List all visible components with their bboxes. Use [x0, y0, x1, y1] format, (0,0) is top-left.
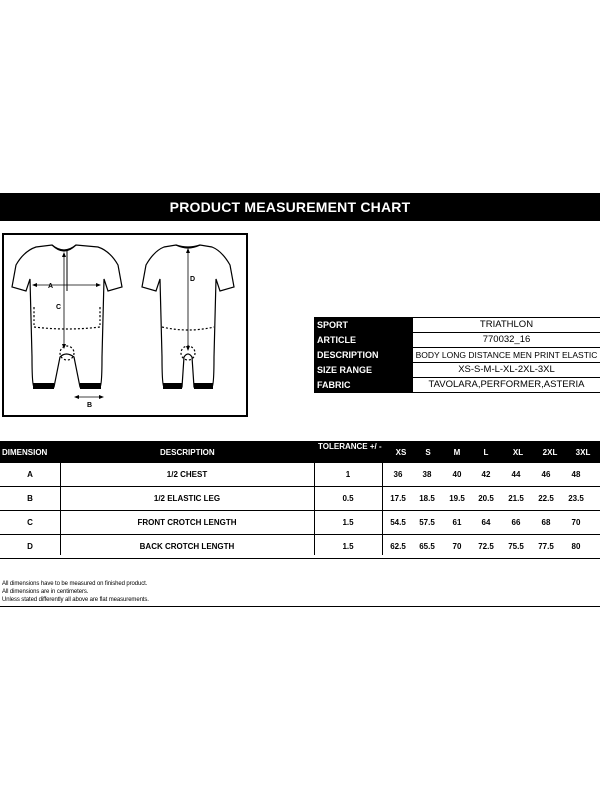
header-size-l: L [483, 448, 489, 457]
cell-dimension: C [27, 518, 33, 527]
cell-2xl: 22.5 [538, 494, 554, 503]
cell-description: BACK CROTCH LENGTH [139, 542, 235, 551]
info-row-sport [314, 318, 600, 333]
garment-sketch [2, 233, 248, 417]
measurement-sheet [0, 193, 600, 607]
cell-m: 40 [452, 470, 462, 479]
label-a: A [48, 283, 54, 290]
front-left-leg-band [33, 383, 54, 389]
info-value: TRIATHLON [412, 318, 600, 332]
footnotes [2, 580, 149, 604]
header-size-xs: XS [395, 448, 407, 457]
header-size-m: M [453, 448, 461, 457]
cell-description: 1/2 ELASTIC LEG [153, 494, 221, 503]
header-size-3xl: 3XL [575, 448, 591, 457]
cell-xl: 66 [511, 518, 521, 527]
cell-m: 61 [452, 518, 462, 527]
cell-3xl: 23.5 [568, 494, 584, 503]
label-d: D [190, 276, 196, 283]
footnote: Unless stated differently all above are flat measurements. [2, 597, 149, 603]
column-divider [382, 463, 383, 555]
cell-3xl: 80 [571, 542, 581, 551]
info-value: BODY LONG DISTANCE MEN PRINT ELASTIC [412, 348, 600, 362]
table-row [0, 487, 600, 511]
info-key: ARTICLE [314, 333, 412, 347]
cell-s: 65.5 [419, 542, 435, 551]
cell-l: 72.5 [478, 542, 494, 551]
cell-description: FRONT CROTCH LENGTH [137, 518, 237, 527]
cell-l: 20.5 [478, 494, 494, 503]
info-row-fabric [314, 378, 600, 392]
cell-xl: 44 [511, 470, 521, 479]
cell-s: 38 [422, 470, 432, 479]
measurement-table-body [0, 463, 600, 559]
column-divider [314, 463, 315, 555]
trisuit-drawing [4, 235, 246, 415]
back-left-leg-band [163, 383, 182, 389]
cell-s: 18.5 [419, 494, 435, 503]
cell-s: 57.5 [419, 518, 435, 527]
info-value: TAVOLARA,PERFORMER,ASTERIA [412, 378, 600, 392]
cell-xs: 17.5 [390, 494, 406, 503]
cell-dimension: A [27, 470, 33, 479]
info-row-article [314, 333, 600, 348]
cell-l: 42 [481, 470, 491, 479]
cell-3xl: 48 [571, 470, 581, 479]
cell-m: 70 [452, 542, 462, 551]
header-size-xl: XL [512, 448, 524, 457]
cell-xs: 36 [393, 470, 403, 479]
cell-l: 64 [481, 518, 491, 527]
info-key: DESCRIPTION [314, 348, 412, 362]
cell-xs: 54.5 [390, 518, 406, 527]
header-description: DESCRIPTION [160, 448, 215, 457]
cell-xl: 21.5 [508, 494, 524, 503]
cell-dimension: B [27, 494, 33, 503]
info-key: FABRIC [314, 378, 412, 392]
header-tolerance: TOLERANCE +/ - [318, 442, 382, 451]
info-key: SPORT [314, 318, 412, 332]
sheet-bottom-border [0, 606, 600, 607]
table-row [0, 535, 600, 559]
cell-tolerance: 1 [345, 470, 351, 479]
header-size-2xl: 2XL [542, 448, 558, 457]
label-c: C [56, 304, 62, 311]
back-right-leg-band [194, 383, 213, 389]
product-info-table [314, 317, 600, 393]
cell-tolerance: 1.5 [342, 518, 354, 527]
footnote: All dimensions are in centimeters. [2, 589, 89, 595]
cell-tolerance: 0.5 [342, 494, 354, 503]
cell-2xl: 68 [541, 518, 551, 527]
info-value: XS-S-M-L-XL-2XL-3XL [412, 363, 600, 377]
info-value: 770032_16 [412, 333, 600, 347]
cell-tolerance: 1.5 [342, 542, 354, 551]
info-key: SIZE RANGE [314, 363, 412, 377]
header-dimension: DIMENSION [2, 448, 48, 457]
column-divider [60, 463, 61, 555]
cell-description: 1/2 CHEST [166, 470, 208, 479]
table-row [0, 511, 600, 535]
header-size-s: S [425, 448, 431, 457]
cell-3xl: 70 [571, 518, 581, 527]
page-title: PRODUCT MEASUREMENT CHART [169, 199, 411, 215]
cell-dimension: D [27, 542, 33, 551]
info-row-description [314, 348, 600, 363]
cell-2xl: 77.5 [538, 542, 554, 551]
table-row [0, 463, 600, 487]
cell-2xl: 46 [541, 470, 551, 479]
footnote: All dimensions have to be measured on finished product. [2, 581, 148, 587]
measurement-table-header [0, 441, 600, 463]
cell-xl: 75.5 [508, 542, 524, 551]
front-right-leg-band [80, 383, 101, 389]
cell-xs: 62.5 [390, 542, 406, 551]
title-bar [0, 193, 600, 221]
label-b: B [87, 402, 93, 409]
info-row-size-range [314, 363, 600, 378]
cell-m: 19.5 [449, 494, 465, 503]
